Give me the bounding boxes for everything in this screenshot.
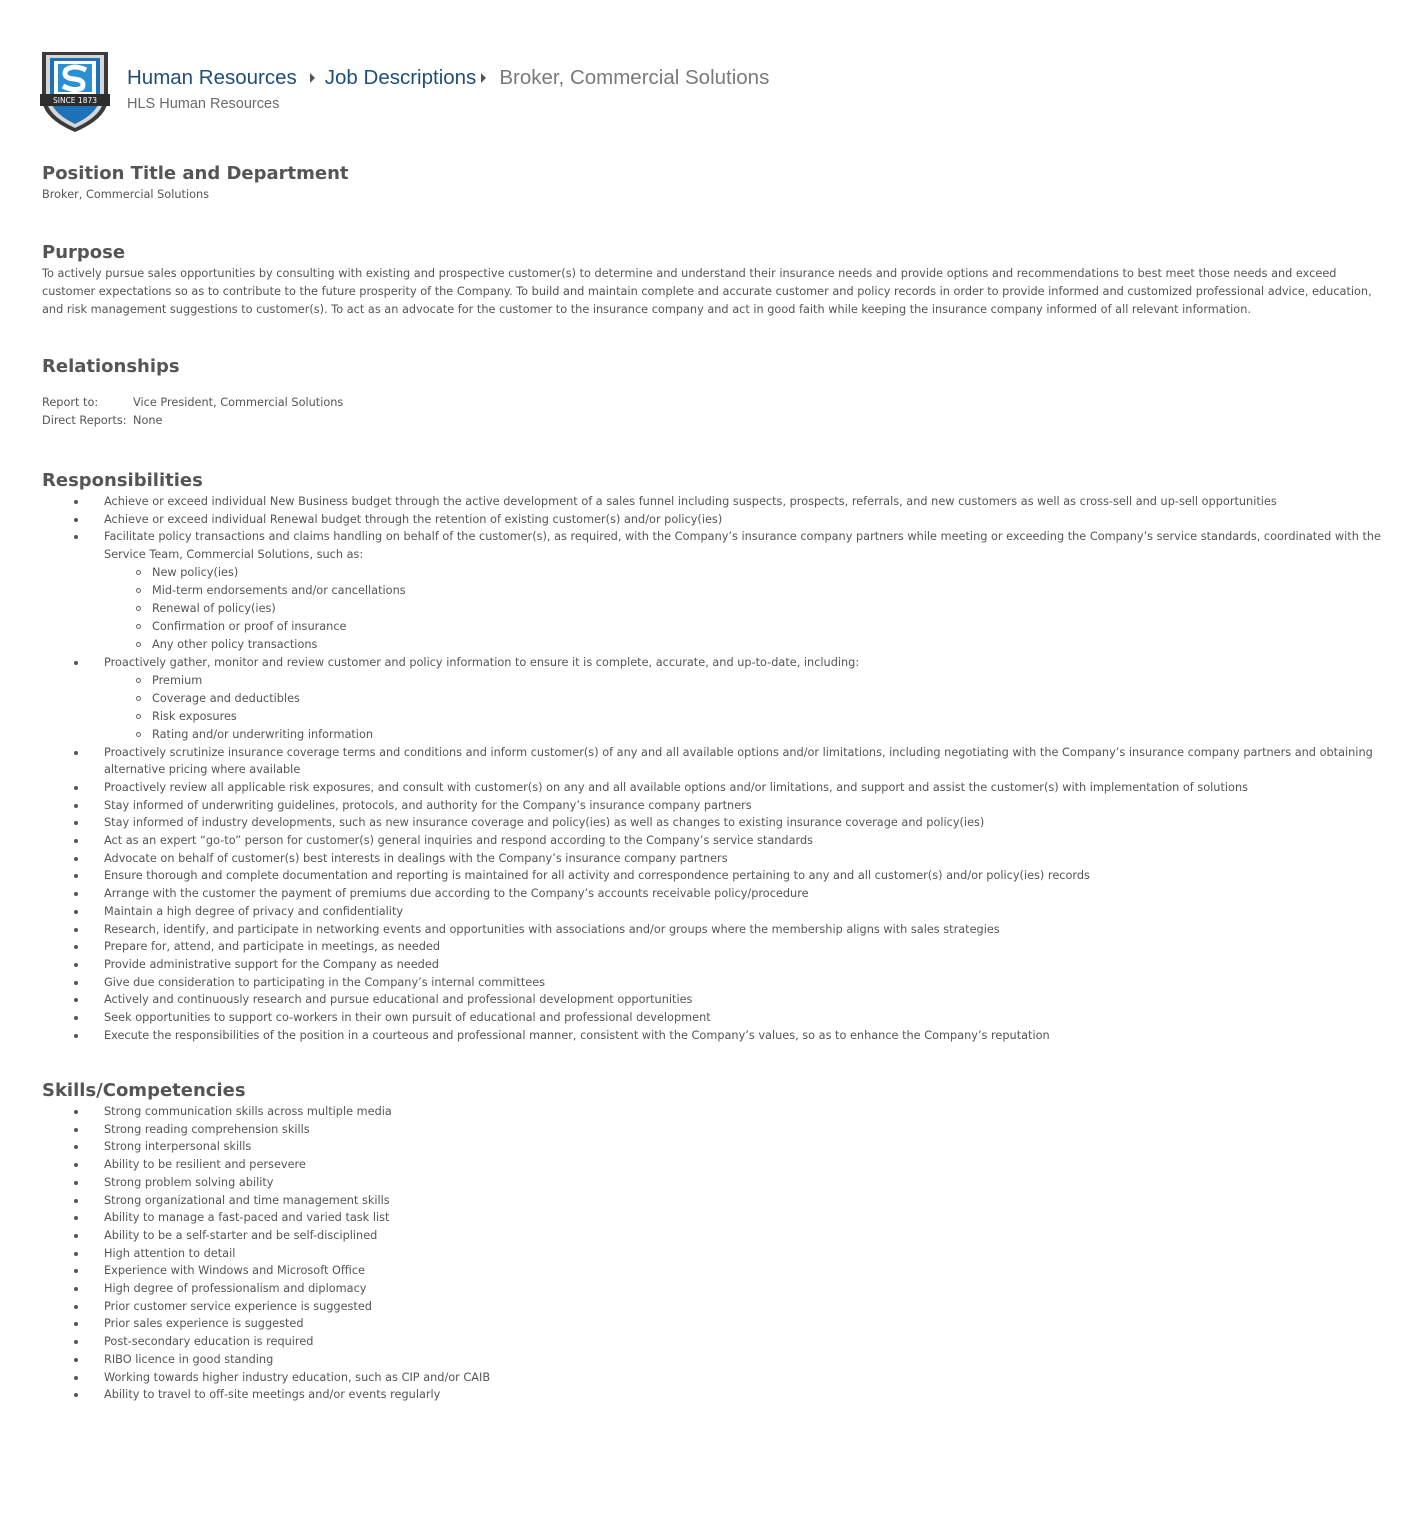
list-item-text: Achieve or exceed individual Renewal budget through the retention of existing customer(s) and/or policy(ies) bbox=[104, 512, 723, 526]
sub-bullet-icon bbox=[136, 624, 141, 629]
list-item bbox=[42, 797, 1382, 815]
list-item bbox=[42, 726, 1382, 744]
bullet-icon bbox=[74, 1234, 78, 1238]
bullet-icon bbox=[74, 500, 78, 504]
list-item bbox=[42, 1138, 1382, 1156]
bullet-icon bbox=[74, 1216, 78, 1220]
sub-bullet-icon bbox=[136, 570, 141, 575]
sub-list bbox=[104, 672, 1382, 744]
bullet-icon bbox=[74, 821, 78, 825]
bullet-icon bbox=[74, 1145, 78, 1149]
list-item bbox=[42, 814, 1382, 832]
relationships-section bbox=[42, 355, 1382, 469]
list-item-text: Ability to be a self-starter and be self-disciplined bbox=[104, 1228, 378, 1242]
bullet-icon bbox=[74, 963, 78, 967]
page-header bbox=[36, 48, 1396, 138]
bullet-icon bbox=[74, 839, 78, 843]
page-title: Broker, Commercial Solutions bbox=[499, 66, 770, 89]
list-item-text: Ability to be resilient and persevere bbox=[104, 1158, 306, 1172]
list-item bbox=[42, 1027, 1382, 1045]
list-item-text: Ability to manage a fast-paced and varied task list bbox=[104, 1211, 390, 1225]
relationships-heading: Relationships bbox=[42, 356, 180, 377]
bullet-icon bbox=[74, 1393, 78, 1397]
list-item bbox=[42, 1174, 1382, 1192]
list-item bbox=[42, 991, 1382, 1009]
breadcrumb bbox=[127, 64, 769, 92]
responsibilities-heading: Responsibilities bbox=[42, 470, 203, 491]
list-item-text: Strong organizational and time management skills bbox=[104, 1193, 390, 1207]
list-item-text: Research, identify, and participate in networking events and opportunities with associations and/or groups where the membership aligns with sales strategies bbox=[104, 922, 1000, 936]
direct-reports-row bbox=[42, 412, 1382, 430]
list-item bbox=[42, 1333, 1382, 1351]
list-item bbox=[42, 708, 1382, 726]
list-item bbox=[42, 690, 1382, 708]
list-item-text: Proactively gather, monitor and review customer and policy information to ensure it is complete, accurate, and up-to-date, including: bbox=[104, 655, 860, 669]
list-item bbox=[42, 1121, 1382, 1139]
list-item-text: Experience with Windows and Microsoft Office bbox=[104, 1264, 365, 1278]
list-item bbox=[42, 1262, 1382, 1280]
list-item bbox=[42, 493, 1382, 511]
list-item-text: Ensure thorough and complete documentation and reporting is maintained for all activity and correspondence pertaining to any and all customer(s) and/or policy(ies) records bbox=[104, 869, 1090, 883]
list-item-text: Facilitate policy transactions and claims handling on behalf of the customer(s), as required, with the Company’s insurance company partners while meeting or exceeding the Company’s service standards, coordinated with the Service Team, Commercial Solutions, such as: bbox=[104, 530, 1381, 562]
list-item-text: Strong interpersonal skills bbox=[104, 1140, 252, 1154]
position-heading: Position Title and Department bbox=[42, 163, 349, 184]
list-item-text: Renewal of policy(ies) bbox=[152, 601, 276, 615]
list-item-text: Provide administrative support for the Company as needed bbox=[104, 957, 439, 971]
list-item-text: Rating and/or underwriting information bbox=[152, 727, 374, 741]
list-item-text: High attention to detail bbox=[104, 1246, 236, 1260]
list-item bbox=[42, 1245, 1382, 1263]
list-item-text: Proactively review all applicable risk exposures, and consult with customer(s) on any and all available options and/or limitations, and support and assist the customer(s) with implementation of solutions bbox=[104, 780, 1248, 794]
sub-bullet-icon bbox=[136, 588, 141, 593]
bullet-icon bbox=[74, 804, 78, 808]
sub-bullet-icon bbox=[136, 606, 141, 611]
breadcrumb-arrow-icon bbox=[310, 73, 315, 83]
list-item-text: Premium bbox=[152, 673, 203, 687]
list-item bbox=[42, 779, 1382, 797]
bullet-icon bbox=[74, 945, 78, 949]
list-item bbox=[42, 1009, 1382, 1027]
list-item bbox=[42, 1351, 1382, 1369]
bullet-icon bbox=[74, 928, 78, 932]
sub-bullet-icon bbox=[136, 678, 141, 683]
bullet-icon bbox=[74, 857, 78, 861]
list-item-text: Achieve or exceed individual New Business budget through the active development of a sales funnel including suspects, prospects, referrals, and new customers as well as cross-sell and up-sell opportunities bbox=[104, 495, 1277, 508]
list-item bbox=[42, 1192, 1382, 1210]
breadcrumb-job-descriptions[interactable]: Job Descriptions bbox=[324, 66, 477, 89]
bullet-icon bbox=[74, 998, 78, 1002]
list-item-text: Actively and continuously research and pursue educational and professional development opportunities bbox=[104, 993, 693, 1007]
purpose-heading: Purpose bbox=[42, 242, 126, 263]
bullet-icon bbox=[74, 1269, 78, 1273]
bullet-icon bbox=[74, 535, 78, 539]
list-item bbox=[42, 528, 1382, 653]
list-item-text: RIBO licence in good standing bbox=[104, 1352, 274, 1366]
list-item-text: Coverage and deductibles bbox=[152, 691, 300, 705]
list-item bbox=[42, 938, 1382, 956]
list-item-text: Give due consideration to participating in the Company’s internal committees bbox=[104, 975, 546, 989]
bullet-icon bbox=[74, 1358, 78, 1362]
list-item bbox=[42, 850, 1382, 868]
list-item-text: Post-secondary education is required bbox=[104, 1335, 314, 1349]
list-item-text: Execute the responsibilities of the position in a courteous and professional manner, consistent with the Company’s values, so as to enhance the Company’s reputation bbox=[104, 1028, 1050, 1042]
list-item bbox=[42, 582, 1382, 600]
list-item-text: New policy(ies) bbox=[152, 565, 239, 579]
list-item-text: Strong reading comprehension skills bbox=[104, 1122, 310, 1136]
job-description bbox=[42, 162, 1382, 1404]
list-item-text: High degree of professionalism and diplomacy bbox=[104, 1282, 367, 1296]
bullet-icon bbox=[74, 1181, 78, 1185]
skills-heading: Skills/Competencies bbox=[42, 1080, 246, 1101]
position-value: Broker, Commercial Solutions bbox=[42, 188, 210, 201]
breadcrumb-human-resources[interactable]: Human Resources bbox=[127, 66, 297, 89]
report-to-row bbox=[42, 394, 1382, 412]
list-item-text: Confirmation or proof of insurance bbox=[152, 619, 347, 633]
list-item-text: Proactively scrutinize insurance coverage terms and conditions and inform customer(s) of any and all available options and/or limitations, including negotiating with the Company’s insurance company partners and obtaining alternative pricing where available bbox=[104, 745, 1373, 777]
list-item-text: Advocate on behalf of customer(s) best interests in dealings with the Company’s insurance company partners bbox=[104, 851, 728, 865]
report-to-label: Report to: bbox=[42, 396, 99, 409]
bullet-icon bbox=[74, 892, 78, 896]
bullet-icon bbox=[74, 518, 78, 522]
bullet-icon bbox=[74, 910, 78, 914]
purpose-section bbox=[42, 241, 1382, 355]
list-item bbox=[42, 1386, 1382, 1404]
list-item bbox=[42, 636, 1382, 654]
responsibilities-list bbox=[42, 493, 1382, 1044]
list-item bbox=[42, 564, 1382, 582]
sub-bullet-icon bbox=[136, 696, 141, 701]
bullet-icon bbox=[74, 1163, 78, 1167]
list-item bbox=[42, 1298, 1382, 1316]
list-item bbox=[42, 511, 1382, 529]
breadcrumb-arrow-icon bbox=[481, 73, 486, 83]
list-item-text: Stay informed of underwriting guidelines, protocols, and authority for the Company’s insurance company partners bbox=[104, 798, 752, 812]
position-section bbox=[42, 162, 1382, 241]
bullet-icon bbox=[74, 874, 78, 878]
skills-section bbox=[42, 1079, 1382, 1404]
list-item bbox=[42, 600, 1382, 618]
list-item bbox=[42, 1280, 1382, 1298]
list-item bbox=[42, 903, 1382, 921]
shield-logo-icon[interactable] bbox=[36, 48, 114, 134]
bullet-icon bbox=[74, 1016, 78, 1020]
list-item bbox=[42, 921, 1382, 939]
bullet-icon bbox=[74, 1252, 78, 1256]
list-item bbox=[42, 1227, 1382, 1245]
list-item-text: Arrange with the customer the payment of premiums due according to the Company’s accounts receivable policy/procedure bbox=[104, 887, 809, 901]
direct-reports-value: None bbox=[133, 414, 163, 427]
bullet-icon bbox=[74, 661, 78, 665]
list-item-text: Any other policy transactions bbox=[152, 637, 318, 651]
bullet-icon bbox=[74, 1287, 78, 1291]
logo-text: SINCE 1873 bbox=[52, 96, 98, 105]
list-item-text: Strong communication skills across multiple media bbox=[104, 1105, 392, 1118]
list-item bbox=[42, 1315, 1382, 1333]
list-item bbox=[42, 885, 1382, 903]
purpose-text: To actively pursue sales opportunities by consulting with existing and prospective customer(s) to determine and understand their insurance needs and provide options and recommendations to best meet those needs and exceed customer expectations so as to contribute to the future prosperity of the Company. To build and maintain complete and accurate customer and policy records in order to provide informed and customized professional advice, education, and risk management suggestions to customer(s). To act as an advocate for the customer to the insurance company and act in good faith while keeping the insurance company informed of all relevant information. bbox=[42, 267, 1372, 316]
list-item-text: Act as an expert “go-to” person for customer(s) general inquiries and respond according to the Company’s service standards bbox=[104, 834, 814, 848]
list-item bbox=[42, 1156, 1382, 1174]
responsibilities-section bbox=[42, 469, 1382, 1079]
bullet-icon bbox=[74, 786, 78, 790]
sub-bullet-icon bbox=[136, 714, 141, 719]
report-to-value: Vice President, Commercial Solutions bbox=[133, 396, 344, 409]
site-name: HLS Human Resources bbox=[127, 96, 280, 112]
direct-reports-label: Direct Reports: bbox=[42, 414, 127, 427]
sub-bullet-icon bbox=[136, 732, 141, 737]
list-item-text: Prior customer service experience is suggested bbox=[104, 1299, 372, 1313]
sub-bullet-icon bbox=[136, 642, 141, 647]
bullet-icon bbox=[74, 1034, 78, 1038]
bullet-icon bbox=[74, 1376, 78, 1380]
bullet-icon bbox=[74, 1340, 78, 1344]
list-item bbox=[42, 1103, 1382, 1121]
list-item bbox=[42, 867, 1382, 885]
list-item-text: Risk exposures bbox=[152, 709, 237, 723]
list-item-text: Stay informed of industry developments, such as new insurance coverage and policy(ies) as well as changes to existing insurance coverage and policy(ies) bbox=[104, 816, 985, 830]
list-item-text: Working towards higher industry education, such as CIP and/or CAIB bbox=[104, 1370, 491, 1384]
bullet-icon bbox=[74, 751, 78, 755]
bullet-icon bbox=[74, 1199, 78, 1203]
list-item bbox=[42, 618, 1382, 636]
bullet-icon bbox=[74, 981, 78, 985]
list-item bbox=[42, 672, 1382, 690]
list-item bbox=[42, 744, 1382, 779]
bullet-icon bbox=[74, 1322, 78, 1326]
list-item-text: Seek opportunities to support co-workers in their own pursuit of educational and professional development bbox=[104, 1011, 711, 1025]
list-item bbox=[42, 1369, 1382, 1387]
list-item-text: Maintain a high degree of privacy and confidentiality bbox=[104, 904, 404, 918]
bullet-icon bbox=[74, 1128, 78, 1132]
list-item-text: Ability to travel to off-site meetings and/or events regularly bbox=[104, 1388, 441, 1402]
list-item-text: Prepare for, attend, and participate in meetings, as needed bbox=[104, 940, 441, 954]
list-item-text: Strong problem solving ability bbox=[104, 1175, 274, 1189]
bullet-icon bbox=[74, 1305, 78, 1309]
list-item bbox=[42, 974, 1382, 992]
sub-list bbox=[104, 564, 1382, 654]
list-item-text: Prior sales experience is suggested bbox=[104, 1317, 304, 1331]
list-item-text: Mid-term endorsements and/or cancellations bbox=[152, 583, 406, 597]
list-item bbox=[42, 1209, 1382, 1227]
skills-list bbox=[42, 1103, 1382, 1404]
list-item bbox=[42, 956, 1382, 974]
bullet-icon bbox=[74, 1110, 78, 1114]
list-item bbox=[42, 832, 1382, 850]
list-item bbox=[42, 654, 1382, 744]
